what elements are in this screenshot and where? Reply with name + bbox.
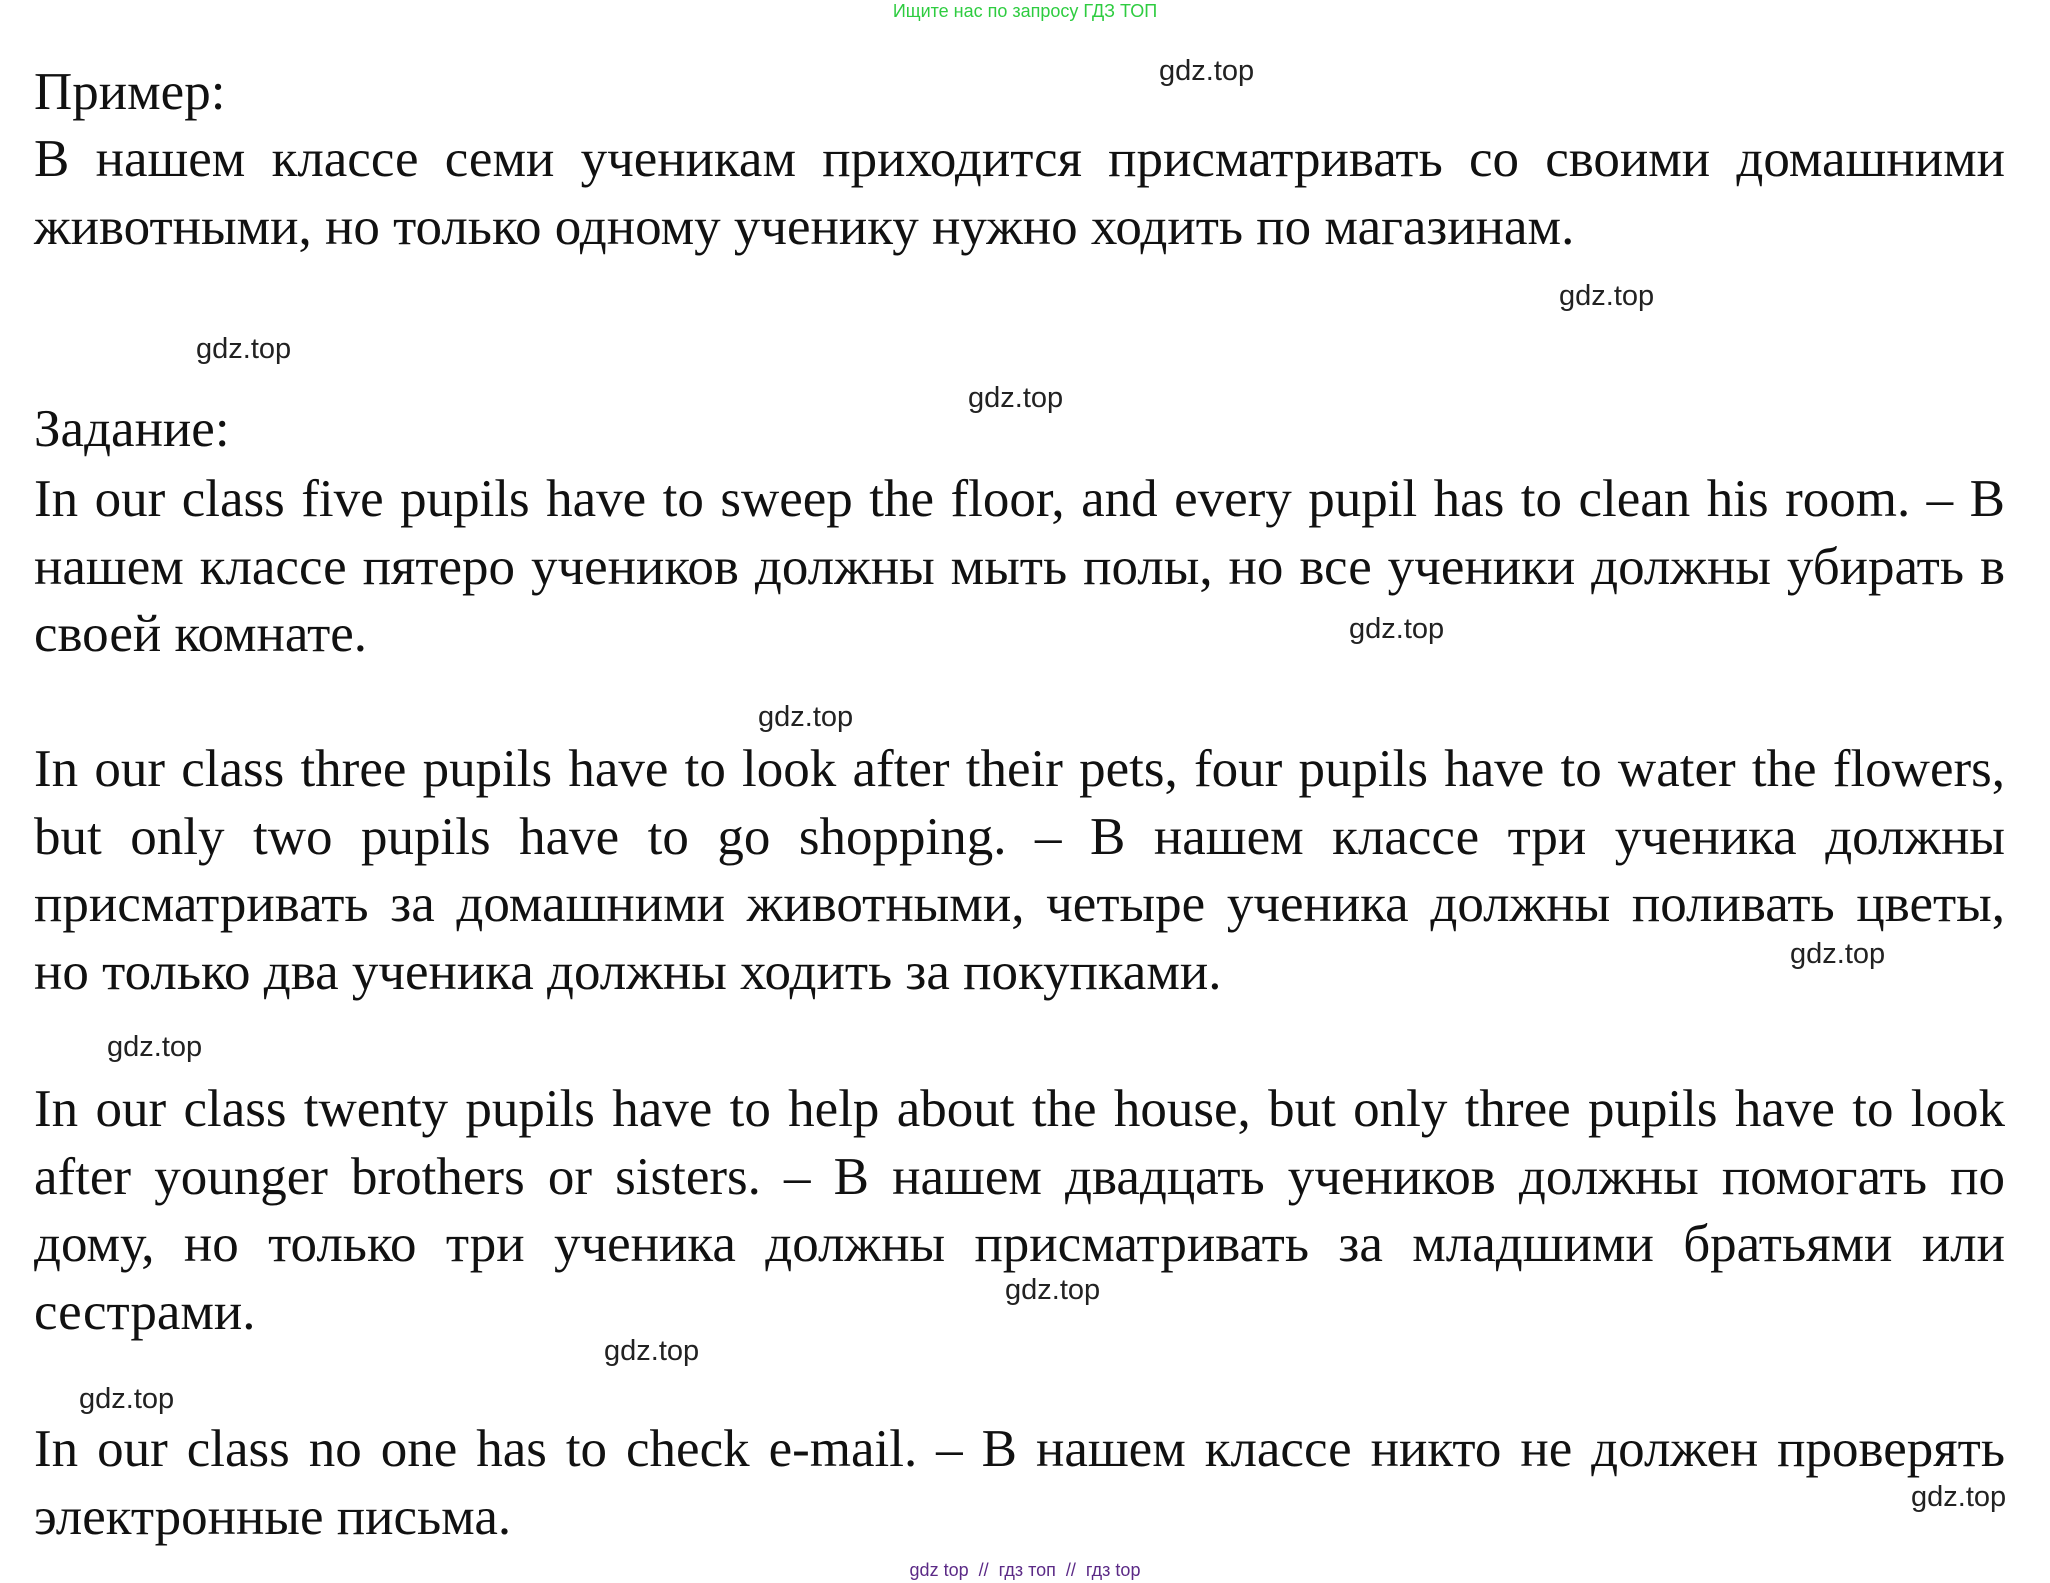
answer-2: In our class three pupils have to look after their pets, four pupils have to water the flowers, but only two pupils have to go shopping. – В нашем классе три ученика должны присматривать за домашними животными, четыре ученика должны поливать цветы, но только два ученика должны ходить за покупками. bbox=[34, 740, 2005, 1001]
watermark: gdz.top bbox=[758, 701, 854, 733]
watermark: gdz.top bbox=[1911, 1481, 2007, 1513]
top-banner: Ищите нас по запросу ГДЗ ТОП bbox=[892, 1, 1158, 21]
watermark: gdz.top bbox=[604, 1335, 700, 1367]
watermark: gdz.top bbox=[1349, 613, 1445, 645]
answer-4: In our class no one has to check e-mail. – В нашем классе никто не должен проверять электронные письма. bbox=[34, 1420, 2005, 1546]
watermark: gdz.top bbox=[968, 382, 1064, 414]
watermark: gdz.top bbox=[1559, 280, 1655, 312]
answer-1: In our class five pupils have to sweep the floor, and every pupil has to clean his room. – В нашем классе пятеро учеников должны мыть полы, но все ученики должны убирать в своей комнате. bbox=[34, 470, 2005, 663]
watermark: gdz.top bbox=[1790, 938, 1886, 970]
watermark: gdz.top bbox=[1005, 1274, 1101, 1306]
task-heading: Задание: bbox=[34, 400, 230, 458]
example-heading: Пример: bbox=[34, 63, 226, 121]
example-text: В нашем классе семи ученикам приходится присматривать со своими домашними животными, но только одному ученику нужно ходить по магазинам. bbox=[34, 130, 2005, 256]
watermark: gdz.top bbox=[1159, 55, 1255, 87]
watermark: gdz.top bbox=[79, 1383, 175, 1415]
watermark: gdz.top bbox=[107, 1031, 203, 1063]
answer-3: In our class twenty pupils have to help about the house, but only three pupils have to look after younger brothers or sisters. – В нашем двадцать учеников должны помогать по дому, но только три ученика должны присматривать за младшими братьями или сестрами. bbox=[34, 1080, 2005, 1341]
bottom-banner: gdz top // гдз топ // гдз top bbox=[909, 1560, 1141, 1580]
watermark: gdz.top bbox=[196, 333, 292, 365]
